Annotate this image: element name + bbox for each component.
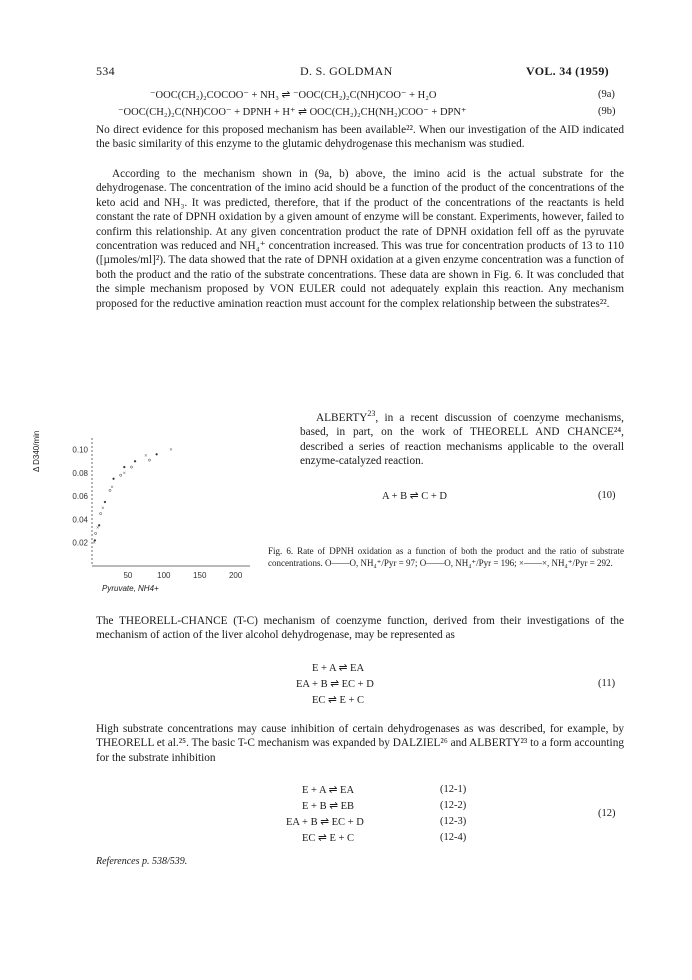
x-tick-label: 150 bbox=[193, 571, 207, 580]
data-point-series-3: × bbox=[122, 470, 127, 477]
equation-12-4-number: (12-4) bbox=[440, 832, 467, 843]
data-point-series-3: × bbox=[110, 484, 114, 491]
paragraph-4: The THEORELL-CHANCE (T-C) mechanism of coenzyme function, derived from their investigations of the mechanism of action of the liver alcohol dehydrogenase, may be represented as bbox=[96, 615, 624, 642]
running-author: D. S. GOLDMAN bbox=[300, 64, 393, 78]
equation-12-1: E + A ⇌ EA bbox=[302, 785, 355, 796]
y-tick-label: 0.08 bbox=[72, 468, 88, 478]
data-point-series-3: × bbox=[96, 525, 100, 532]
data-point-series-2 bbox=[94, 532, 96, 534]
equation-10-number: (10) bbox=[598, 490, 616, 501]
x-tick-label: 100 bbox=[157, 571, 171, 580]
scatter-chart bbox=[50, 428, 250, 598]
page-number: 534 bbox=[96, 64, 115, 78]
data-point-series-1 bbox=[123, 466, 125, 468]
x-tick-label: 50 bbox=[123, 571, 133, 580]
equation-11-line1: E + A ⇌ EA bbox=[312, 663, 365, 674]
paragraph-2: According to the mechanism shown in (9a, b) above, the imino acid is the actual substrate for the dehydrogenase. The concentration of the imino acid should be a function of the product of the concentrations of the keto acid and NH₃. It was predicted, therefore, that if the product of the concentrations of the reactants is held constant the rate of DPNH oxidation by a given amount of enzyme will be constant. Experiments, however, failed to confirm this relationship. At any given concentration product the rate of DPNH oxidation fell off as the pyruvate concentration was reduced and NH₄⁺ concentration increased. This was true for concentration products of 13 to 110 ([µmoles/ml]²). The data showed that the rate of DPNH oxidation at a given enzyme concentration was a function of both the product and the ratio of the substrate concentrations. These data are shown in Fig. 6. It was concluded that the simple mechanism proposed by VON EULER could not adequately explain this reaction. Any mechanism proposed for the reductive amination reaction must account for the complex relationship between the substrates²². bbox=[96, 168, 624, 310]
y-tick-label: 0.04 bbox=[72, 515, 88, 525]
data-point-series-2 bbox=[120, 474, 122, 476]
reference-mark: 23 bbox=[367, 409, 376, 418]
data-point-series-3: × bbox=[92, 540, 96, 547]
equation-11-line3: EC ⇌ E + C bbox=[312, 695, 365, 706]
volume-label: VOL. 34 (1959) bbox=[526, 64, 609, 78]
data-point-series-3: × bbox=[144, 453, 148, 460]
y-tick-label: 0.02 bbox=[72, 538, 88, 548]
equation-12-1-number: (12-1) bbox=[440, 784, 467, 795]
equation-10: A + B ⇌ C + D bbox=[382, 491, 447, 502]
data-point-series-1 bbox=[134, 460, 136, 462]
equation-12-3-number: (12-3) bbox=[440, 816, 467, 827]
equation-9b-number: (9b) bbox=[598, 106, 616, 117]
data-point-series-1 bbox=[113, 478, 115, 480]
equation-9a-number: (9a) bbox=[598, 89, 615, 100]
author-name: ALBERTY bbox=[316, 411, 368, 424]
equation-11-number: (11) bbox=[598, 678, 616, 689]
x-axis-label: Pyruvate, NH4+ bbox=[102, 584, 159, 593]
y-tick-label: 0.10 bbox=[72, 445, 88, 455]
y-tick-label: 0.06 bbox=[72, 492, 88, 502]
references-footer: References p. 538/539. bbox=[96, 856, 188, 867]
equation-9b: ⁻OOC(CH₂)₂C(NH)COO⁻ + DPNH + H⁺ ⇌ OOC(CH₂)₂CH(NH₂)COO⁻ + DPN⁺ bbox=[118, 107, 467, 118]
data-point-series-2 bbox=[100, 513, 102, 515]
equation-11-line2: EA + B ⇌ EC + D bbox=[296, 679, 374, 690]
y-axis-label: Δ D340/min bbox=[32, 430, 41, 472]
paragraph-3 bbox=[300, 407, 624, 468]
paragraph-3-text: , in a recent discussion of coenzyme mechanisms, based, in part, on the work of THEORELL AND CHANCE²⁴, described a series of reaction mechanisms applicable to the overall enzyme-catalyzed reaction. bbox=[300, 411, 624, 467]
equation-12-4: EC ⇌ E + C bbox=[302, 833, 355, 844]
equation-12-3: EA + B ⇌ EC + D bbox=[286, 817, 364, 828]
data-point-series-2 bbox=[148, 459, 150, 461]
x-tick-label: 200 bbox=[228, 571, 243, 580]
data-point-series-1 bbox=[156, 453, 158, 455]
figure-caption: Fig. 6. Rate of DPNH oxidation as a function of both the product and the ratio of substrate concentrations. O——O, NH₄⁺/Pyr = 97; O——O, NH₄⁺/Pyr = 196; ×——×, NH₄⁺/Pyr = 292. bbox=[268, 546, 624, 568]
equation-12-number: (12) bbox=[598, 808, 616, 819]
paragraph-5: High substrate concentrations may cause inhibition of certain dehydrogenases as was described, for example, by THEORELL et al.²⁵. The basic T-C mechanism was expanded by DALZIEL²⁶ and ALBERTY²³ to a form accounting for the substrate inhibition bbox=[96, 723, 624, 764]
data-point-series-3: × bbox=[169, 447, 173, 454]
data-point-series-3: × bbox=[101, 505, 105, 512]
data-point-series-1 bbox=[104, 501, 106, 503]
equation-12-2-number: (12-2) bbox=[440, 800, 467, 811]
equation-9a: ⁻OOC(CH₂)₂COCOO⁻ + NH₃ ⇌ ⁻OOC(CH₂)₂C(NH)COO⁻ + H₂O bbox=[150, 90, 437, 101]
equation-12-2: E + B ⇌ EB bbox=[302, 801, 355, 812]
paragraph-1: No direct evidence for this proposed mechanism has been available²². When our investigation of the AID indicated the basic similarity of this enzyme to the glutamic dehydrogenase this mechanism was studied. bbox=[96, 124, 624, 151]
data-point-series-2 bbox=[130, 466, 132, 468]
